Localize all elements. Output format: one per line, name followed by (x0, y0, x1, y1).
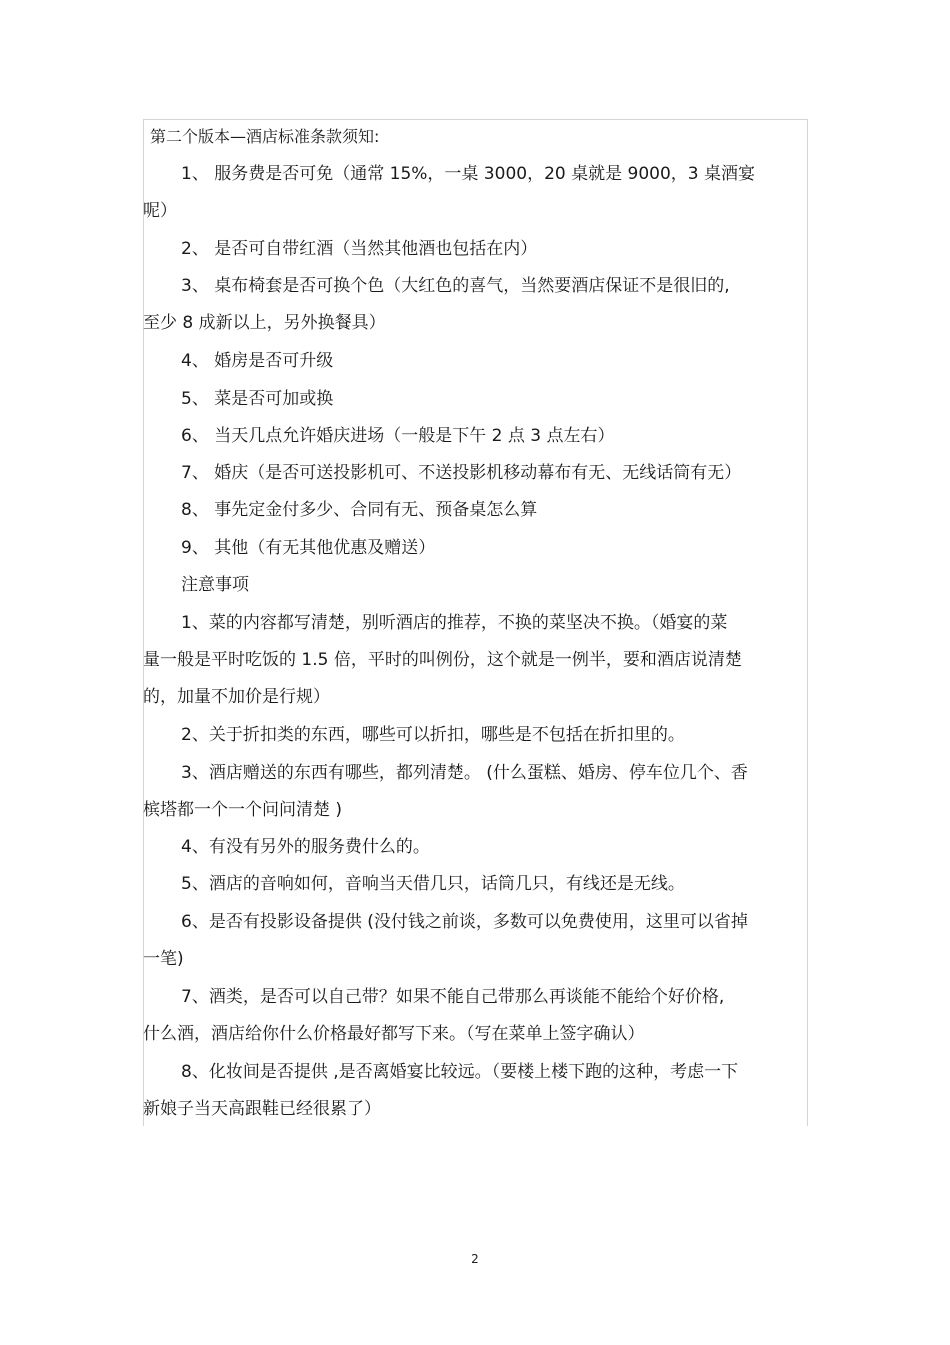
list-item-continuation: 呢） (143, 201, 177, 221)
page-number: 2 (471, 1252, 479, 1266)
note-item-continuation: 新娘子当天高跟鞋已经很累了） (143, 1099, 381, 1119)
list-item: 1、 服务费是否可免（通常 15%，一桌 3000，20 桌就是 9000，3 桌酒宴 (181, 164, 755, 184)
list-item: 6、 当天几点允许婚庆进场（一般是下午 2 点 3 点左右） (181, 426, 615, 446)
note-item-continuation: 槟塔都一个一个问问清楚 ) (143, 800, 343, 820)
list-item: 4、 婚房是否可升级 (181, 351, 334, 371)
list-item: 5、 菜是否可加或换 (181, 389, 334, 409)
note-item: 6、是否有投影设备提供 (没付钱之前谈，多数可以免费使用，这里可以省掉 (181, 912, 748, 932)
list-item: 2、 是否可自带红酒（当然其他酒也包括在内） (181, 239, 538, 259)
note-item: 3、酒店赠送的东西有哪些，都列清楚。 (什么蛋糕、婚房、停车位几个、香 (181, 763, 748, 783)
notes-heading: 注意事项 (181, 575, 249, 595)
note-item-continuation: 一笔) (143, 949, 184, 969)
note-item-continuation: 什么酒，酒店给你什么价格最好都写下来。（写在菜单上签字确认） (143, 1024, 645, 1044)
list-item-continuation: 至少 8 成新以上，另外换餐具） (143, 313, 386, 333)
list-item: 8、 事先定金付多少、合同有无、预备桌怎么算 (181, 500, 538, 520)
note-item: 2、关于折扣类的东西，哪些可以折扣，哪些是不包括在折扣里的。 (181, 725, 685, 745)
note-item: 5、酒店的音响如何，音响当天借几只，话筒几只，有线还是无线。 (181, 874, 685, 894)
note-item: 8、化妆间是否提供 ,是否离婚宴比较远。（要楼上楼下跑的这种，考虑一下 (181, 1062, 739, 1082)
list-item: 3、 桌布椅套是否可换个色（大红色的喜气，当然要酒店保证不是很旧的, (181, 276, 730, 296)
document-title: 第二个版本—酒店标准条款须知: (150, 127, 380, 146)
note-item: 4、有没有另外的服务费什么的。 (181, 837, 430, 857)
list-item: 9、 其他（有无其他优惠及赠送） (181, 538, 436, 558)
note-item-continuation: 的，加量不加价是行规） (143, 687, 330, 707)
note-item: 1、菜的内容都写清楚，别听酒店的推荐，不换的菜坚决不换。（婚宴的菜 (181, 613, 728, 633)
list-item: 7、 婚庆（是否可送投影机可、不送投影机移动幕布有无、无线话筒有无） (181, 463, 742, 483)
note-item-continuation: 量一般是平时吃饭的 1.5 倍，平时的叫例份，这个就是一例半，要和酒店说清楚 (143, 650, 742, 670)
note-item: 7、酒类，是否可以自己带？如果不能自己带那么再谈能不能给个好价格, (181, 987, 725, 1007)
